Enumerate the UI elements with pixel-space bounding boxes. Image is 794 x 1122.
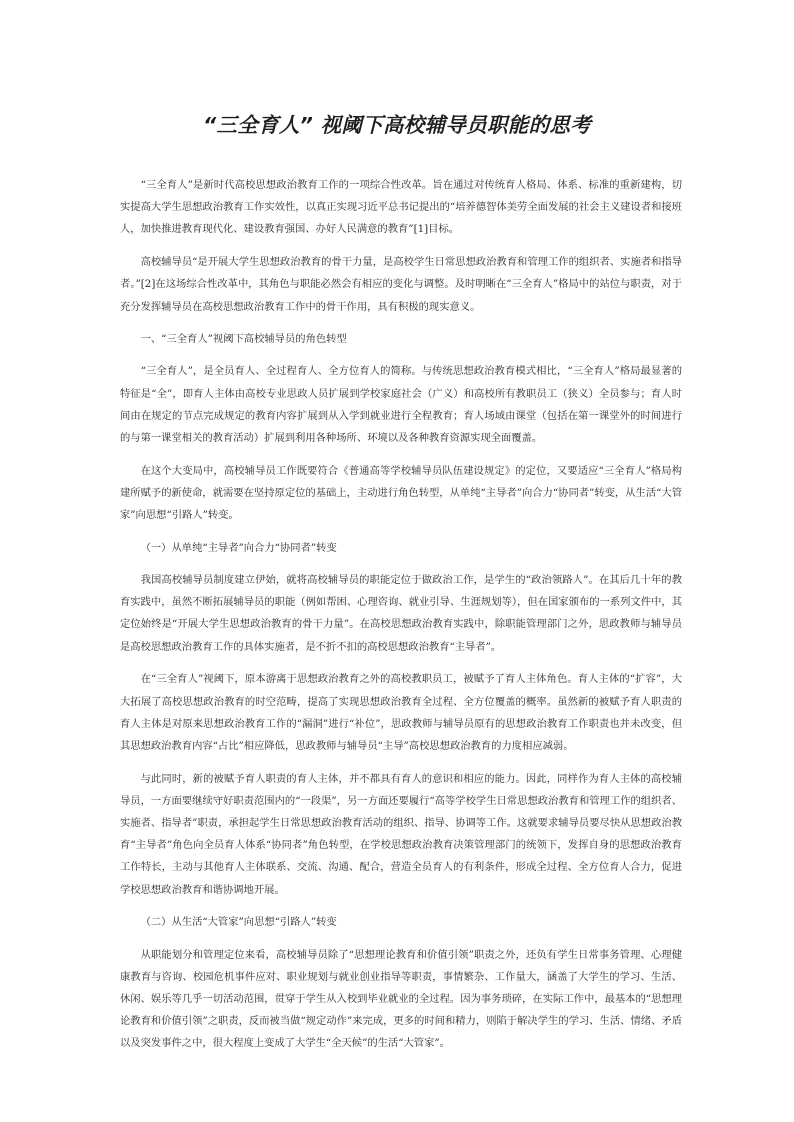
paragraph: 高校辅导员“是开展大学生思想政治教育的骨干力量，是高校学生日常思想政治教育和管理工作的组织者、实施者和指导者。”[2]在这场综合性改革中，其角色与职能必然会有相应的变化与调整。及时明晰在“三全育人”格局中的站位与职责，对于充分发挥辅导员在高校思想政治教育工作中的骨干作用，具有积极的现实意义。 <box>120 256 682 313</box>
document-title: “三全育人” 视阈下高校辅导员职能的思考 <box>202 113 592 137</box>
paragraph: 在这个大变局中，高校辅导员工作既要符合《普通高等学校辅导员队伍建设规定》的定位，又要适应“三全育人”格局构建所赋予的新使命，就需要在坚持原定位的基础上，主动进行角色转型，从单纯“主导者”向合力“协同者”转变，从生活“大管家”向思想“引路人”转变。 <box>120 464 682 522</box>
section-heading: 一、“三全育人”视阈下高校辅导员的角色转型 <box>140 333 347 346</box>
paragraph: 从职能划分和管理定位来看，高校辅导员除了“思想理论教育和价值引领”职责之外，还负有学生日常事务管理、心理健康教育与咨询、校园危机事件应对、职业规划与就业创业指导等职责，事情繁杂、工作量大，涵盖了大学生的学习、生活、休闲、娱乐等几乎一切活动范围，贯穿于学生从入校到毕业就业的全过程。因为事务琐碎，在实际工作中，最基本的“思想理论教育和价值引领”之职责，反而被当做“规定动作”来完成，更多的时间和精力，则陷于解决学生的学习、生活、情绪、矛盾以及突发事件之中，很大程度上变成了大学生“全天候”的生活“大管家”。 <box>120 948 682 1050</box>
paragraph: 在“三全育人”视阈下，原本游离于思想政治教育之外的高校教职员工，被赋予了育人主体角色。育人主体的“扩容”，大大拓展了高校思想政治教育的时空范畴，提高了实现思想政治教育全过程、全方位覆盖的概率。虽然新的被赋予育人职责的育人主体是对原来思想政治教育工作的“漏洞”进行“补位”，思政教师与辅导员原有的思想政治教育工作职责也并未改变，但其思想政治教育内容“占比”相应降低，思政教师与辅导员“主导”高校思想政治教育的力度相应减弱。 <box>120 673 682 752</box>
paragraph: “三全育人”，是全员育人、全过程育人、全方位育人的简称。与传统思想政治教育模式相比，“三全育人”格局最显著的特征是“全”，即育人主体由高校专业思政人员扩展到学校家庭社会（广义）和高校所有教职员工（狭义）全员参与；育人时间由在规定的节点完成规定的教育内容扩展到从入学到就业进行全程教育；育人场域由课堂（包括在第一课堂外的时间进行的与第一课堂相关的教育活动）扩展到利用各种场所、环境以及各种教育资源实现全面覆盖。 <box>120 365 682 445</box>
paragraph: 我国高校辅导员制度建立伊始，就将高校辅导员的职能定位于做政治工作，是学生的“政治领路人”。在其后几十年的教育实践中，虽然不断拓展辅导员的职能（例如帮困、心理咨询、就业引导、生涯规划等），但在国家颁布的一系列文件中，其定位始终是“开展大学生思想政治教育的骨干力量”。在高校思想政治教育实践中，除职能管理部门之外，思政教师与辅导员是高校思想政治教育工作的具体实施者，是不折不扣的高校思想政治教育“主导者”。 <box>120 574 682 653</box>
subsection-heading: （一）从单纯“主导者”向合力“协同者”转变 <box>140 541 337 554</box>
document-body <box>120 174 682 1065</box>
paragraph: “三全育人”是新时代高校思想政治教育工作的一项综合性改革。旨在通过对传统育人格局、体系、标准的重新建构，切实提高大学生思想政治教育工作实效性，以真正实现习近平总书记提出的“培养德智体美劳全面发展的社会主义建设者和接班人，加快推进教育现代化、建设教育强国、办好人民满意的教育”[1]目标。 <box>120 179 682 236</box>
subsection-heading: （二）从生活“大管家”向思想“引路人”转变 <box>140 916 337 929</box>
paragraph: 与此同时，新的被赋予育人职责的育人主体，并不都具有育人的意识和相应的能力。因此，同样作为育人主体的高校辅导员，一方面要继续守好职责范围内的“一段渠”，另一方面还要履行“高等学校学生日常思想政治教育和管理工作的组织者、实施者、指导者”职责，承担起学生日常思想政治教育活动的组织、指导、协调等工作。这就要求辅导员要尽快从思想政治教育“主导者”角色向全员育人体系“协同者”角色转型，在学校思想政治教育决策管理部门的统领下，发挥自身的思想政治教育工作特长，主动与其他育人主体联系、交流、沟通、配合，营造全员育人的有利条件，形成全过程、全方位育人合力，促进学校思想政治教育和谐协调地开展。 <box>120 772 682 896</box>
